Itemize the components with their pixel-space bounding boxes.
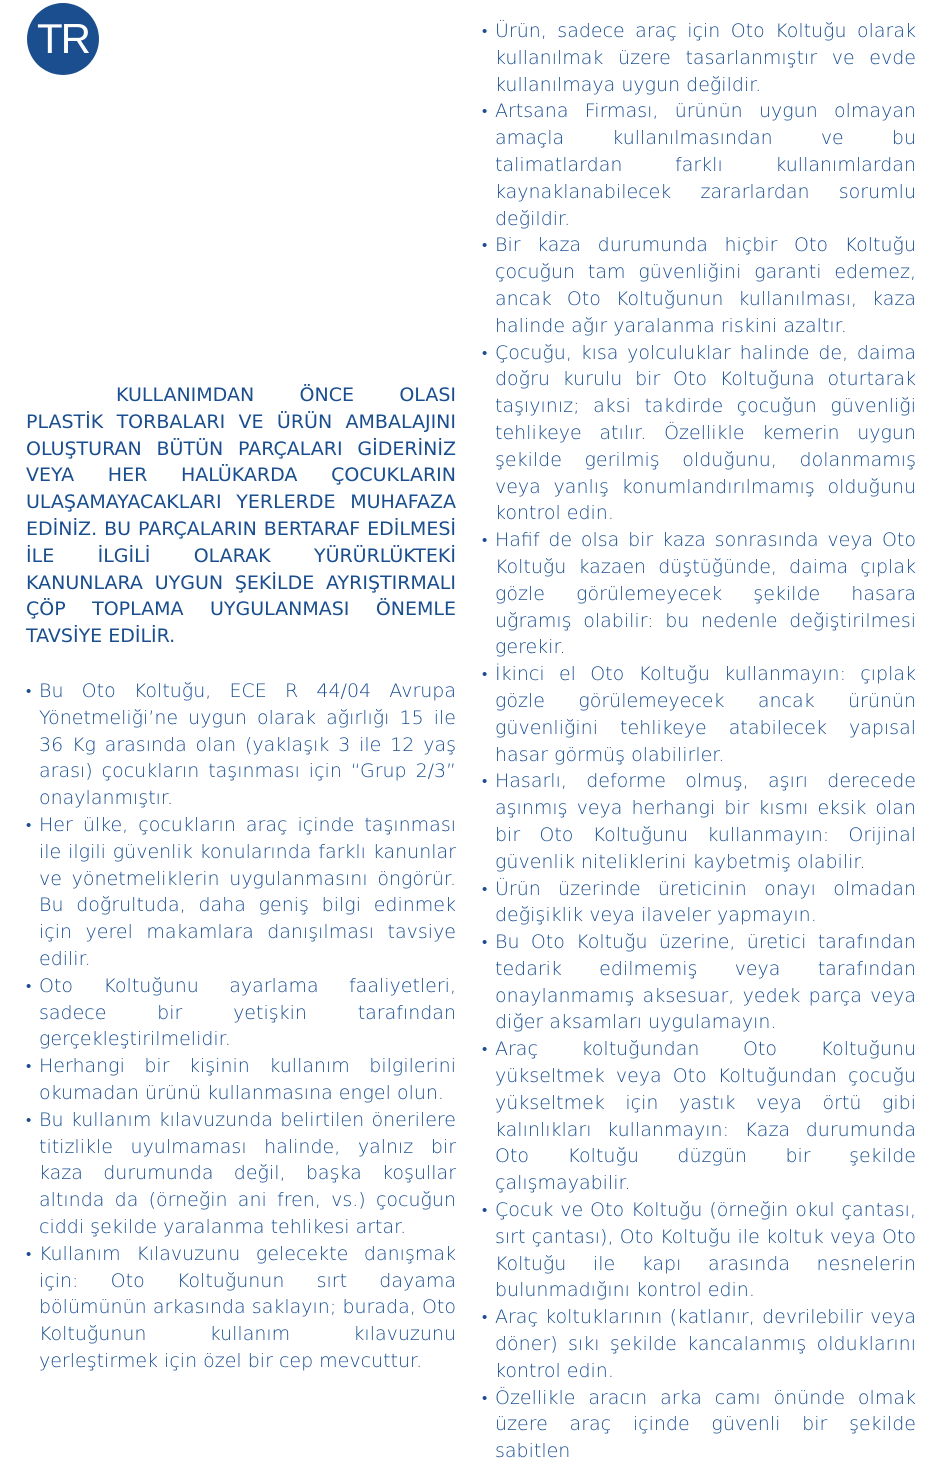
list-item: • Hafif de olsa bir kaza sonrasında veya Oto Koltuğu kazaen düştüğünde, daima çıplak gözle görülemeyecek şekilde hasara uğramış olabilir: bu nedenle değiştirilmesi gerekir. [482,527,916,661]
list-item: • Bu Oto Koltuğu, ECE R 44/04 Avrupa Yönetmeliği’ne uygun olarak ağırlığı 15 ile 36 Kg arasında olan (yaklaşık 3 ile 12 yaş arası) çocukların taşınması için “Grup 2/3” onaylanmıştır. [26,678,456,812]
list-item: • Kullanım Kılavuzunu gelecekte danışmak için: Oto Koltuğunun sırt dayama bölümünün arkasında saklayın; burada, Oto Koltuğunun kullanım kılavuzunu yerleştirmek için özel bir cep mevcuttur. [26,1241,456,1375]
list-item: • Herhangi bir kişinin kullanım bilgilerini okumadan ürünü kullanmasına engel olun. [26,1053,456,1107]
list-item: • Araç koltuğundan Oto Koltuğunu yükseltmek veya Oto Koltuğundan çocuğu yükseltmek için yastık veya örtü gibi kalınlıkları kullanmayın: Kaza durumunda Oto Koltuğu düzgün bir şekilde çalışmayabilir. [482,1036,916,1197]
right-bullet-list [482,18,916,1465]
list-item: • Bu kullanım kılavuzunda belirtilen önerilere titizlikle uyulmaması halinde, yalnız bir kaza durumunda değil, başka koşullar altında da (örneğin ani fren, vs.) çocuğun ciddi şekilde yaralanma tehlikesi artar. [26,1107,456,1241]
language-badge-label: TR [37,15,89,62]
list-item: • Özellikle aracın arka camı önünde olmak üzere araç içinde güvenli bir şekilde sabitlen [482,1385,916,1465]
list-item: • Çocuğu, kısa yolculuklar halinde de, daima doğru kurulu bir Oto Koltuğuna oturtarak taşıyınız; aksi takdirde çocuğun güvenliği tehlikeye atılır. Özellikle kemerin uygun şekilde gerilmiş olduğunu, dolanmamış veya yanlış konumlandırılmamış olduğunu kontrol edin. [482,340,916,528]
language-badge-tr [27,3,99,75]
list-item: • Ürün üzerinde üreticinin onayı olmadan değişiklik veya ilaveler yapmayın. [482,876,916,930]
list-item: • Bir kaza durumunda hiçbir Oto Koltuğu çocuğun tam güvenliğini garanti edemez, ancak Oto Koltuğunun kullanılması, kaza halinde ağır yaralanma riskini azaltır. [482,232,916,339]
list-item: • Her ülke, çocukların araç içinde taşınması ile ilgili güvenlik konularında farklı kanunlar ve yönetmeliklerin uygulanmasını öngörür. Bu doğrultuda, daha geniş bilgi edinmek için yerel makamlara danışılması tavsiye edilir. [26,812,456,973]
list-item: • Ürün, sadece araç için Oto Koltuğu olarak kullanılmak üzere tasarlanmıştır ve evde kullanılmaya uygun değildir. [482,18,916,98]
left-column [26,678,456,1375]
list-item: • İkinci el Oto Koltuğu kullanmayın: çıplak gözle görülemeyecek ancak ürünün güvenliğini tehlikeye atabilecek yapısal hasar görmüş olabilirler. [482,661,916,768]
right-column [482,18,916,1465]
left-bullet-list [26,678,456,1375]
packaging-warning: KULLANIMDAN ÖNCE OLASI PLASTİK TORBALARI VE ÜRÜN AMBALAJINI OLUŞTURAN BÜTÜN PARÇALARI GİDERİNİZ VEYA HER HALÜKARDA ÇOCUKLARIN ULAŞAMAYACAKLARI YERLERDE MUHAFAZA EDİNİZ. BU PARÇALARIN BERTARAF EDİLMESİ İLE İLGİLİ OLARAK YÜRÜRLÜKTEKİ KANUNLARA UYGUN ŞEKİLDE AYRIŞTIRMALI ÇÖP TOPLAMA UYGULANMASI ÖNEMLE TAVSİYE EDİLİR. [26,384,456,648]
list-item: • Çocuk ve Oto Koltuğu (örneğin okul çantası, sırt çantası), Oto Koltuğu ile koltuk veya Oto Koltuğu ile kapı arasında nesnelerin bulunmadığını kontrol edin. [482,1197,916,1304]
list-item: • Artsana Firması, ürünün uygun olmayan amaçla kullanılmasından ve bu talimatlardan farklı kullanımlardan kaynaklanabilecek zararlardan sorumlu değildir. [482,98,916,232]
list-item: • Oto Koltuğunu ayarlama faaliyetleri, sadece bir yetişkin tarafından gerçekleştirilmelidir. [26,973,456,1053]
list-item: • Araç koltuklarının (katlanır, devrilebilir veya döner) sıkı şekilde kancalanmış olduklarını kontrol edin. [482,1304,916,1384]
list-item: • Bu Oto Koltuğu üzerine, üretici tarafından tedarik edilmemiş veya tarafından onaylanmamış aksesuar, yedek parça veya diğer aksamları uygulamayın. [482,929,916,1036]
list-item: • Hasarlı, deforme olmuş, aşırı derecede aşınmış veya herhangi bir kısmı eksik olan bir Oto Koltuğunu kullanmayın: Orijinal güvenlik niteliklerini kaybetmiş olabilir. [482,768,916,875]
